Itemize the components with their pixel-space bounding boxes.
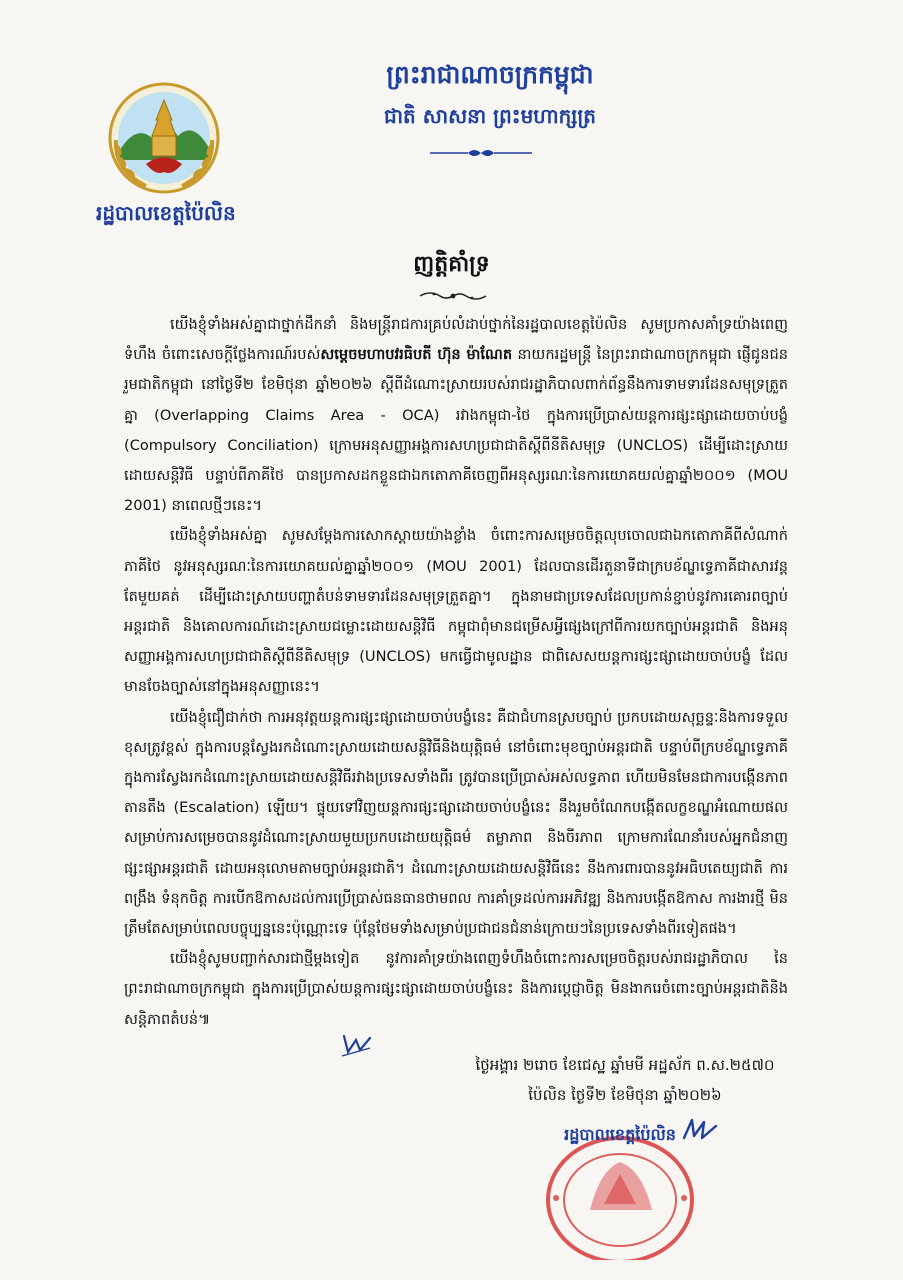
paragraph-text: នាយករដ្ឋមន្ត្រី នៃព្រះរាជាណាចក្រកម្ពុជា ផ្ញើជូនជនរួមជាតិកម្ពុជា នៅថ្ងៃទី២ ខែមិថុនា ឆ្នាំ២០២៦ ស្តីពីដំណោះស្រាយរបស់រាជរដ្ឋាភិបាលពាក់ព័ន្ធនឹងការទាមទារដែនសមុទ្រត្រួតគ្នា (Overlapping Claims Area - OCA) រវាងកម្ពុជា-ថៃ ក្នុងការប្រើប្រាស់យន្តការផ្សះផ្សាដោយចាប់បង្ខំ (Compulsory Conciliation) ក្រោមអនុសញ្ញាអង្គការសហប្រជាជាតិស្តីពីនីតិសមុទ្រ (UNCLOS) ដើម្បីដោះស្រាយដោយសន្តិវិធី បន្ទាប់ពីភាគីថៃ បានប្រកាសដកខ្លួនជាឯកតោភាគីចេញពីអនុស្សរណៈនៃការយោគយល់គ្នាឆ្នាំ២០០១ (MOU 2001) នាពេលថ្មីៗនេះ។ [124, 346, 788, 515]
national-motto: ជាតិ សាសនា ព្រះមហាក្សត្រ [384, 104, 596, 128]
provincial-logo-icon [106, 80, 222, 196]
paragraph-text: យើងខ្ញុំជឿជាក់ថា ការអនុវត្តយន្តការផ្សះផ្សាដោយចាប់បង្ខំនេះ គឺជាជំហានស្របច្បាប់ ប្រកបដោយសុច្ឆន្ទៈនិងការទទួលខុសត្រូវខ្ពស់ ក្នុងការបន្តស្វែងរកដំណោះស្រាយដោយសន្តិវិធីនិងយុត្តិធម៌ នៅចំពោះមុខច្បាប់អន្តរជាតិ បន្ទាប់ពីក្របខ័ណ្ឌទ្វេភាគីក្នុងការស្វែងរកដំណោះស្រាយដោយសន្តិវិធីរវាងប្រទេសទាំងពីរ ត្រូវបានប្រើប្រាស់អស់លទ្ធភាព ហើយមិនមែនជាការបង្កើនភាពតានតឹង (Escalation) ឡើយ។ ផ្ទុយទៅវិញយន្តការផ្សះផ្សាដោយចាប់បង្ខំនេះ នឹងរួមចំណែកបង្កើតលក្ខខណ្ឌអំណោយផលសម្រាប់ការសម្រេចបាននូវដំណោះស្រាយមួយប្រកបដោយយុត្តិធម៌ តម្លាភាព និងចីរភាព ក្រោមការណែនាំរបស់អ្នកជំនាញផ្សះផ្សាអន្តរជាតិ ដោយអនុលោមតាមច្បាប់អន្តរជាតិ។ ដំណោះស្រាយដោយសន្តិវិធីនេះ នឹងការពារបាននូវអធិបតេយ្យជាតិ ការពង្រឹង ទំនុកចិត្ត ការបើកឱកាសដល់ការប្រើប្រាស់ធនធានថាមពល ការគាំទ្រដល់ការអភិវឌ្ឍ និងការបង្កើតឱកាស ការងារថ្មី មិនត្រឹមតែសម្រាប់ពេលបច្ចុប្បន្ននេះប៉ុណ្ណោះទេ ប៉ុន្តែថែមទាំងសម្រាប់ប្រជាជនជំនាន់ក្រោយៗនៃប្រទេសទាំងពីរទៀតផង។ [124, 708, 788, 938]
lunar-date: ថ្ងៃអង្គារ ២រោច ខែជេស្ឋ ឆ្នាំមមី អដ្ឋស័ក ព.ស.២៥៧០ [475, 1056, 775, 1074]
signature-icon [680, 1114, 720, 1146]
paragraph [124, 310, 788, 521]
document-title: ញត្តិគាំទ្រ [413, 252, 490, 277]
title-ornament-icon [416, 288, 490, 304]
signing-organization: រដ្ឋបាលខេត្តប៉ៃលិន [564, 1125, 676, 1144]
paragraph-text: យើងខ្ញុំសូមបញ្ជាក់សារជាថ្មីម្តងទៀត នូវការគាំទ្រយ៉ាងពេញទំហឹងចំពោះការសម្រេចចិត្តរបស់រាជរដ្ឋាភិបាល នៃព្រះរាជាណាចក្រកម្ពុជា ក្នុងការប្រើប្រាស់យន្តការផ្សះផ្សាដោយចាប់បង្ខំនេះ និងការប្តេជ្ញាចិត្ត មិនងាករេចំពោះច្បាប់អន្តរជាតិនិងសន្តិភាពតំបន់៕ [124, 950, 788, 1028]
paragraph [124, 944, 788, 1035]
paragraph-text: យើងខ្ញុំទាំងអស់គ្នា សូមសម្តែងការសោកស្តាយយ៉ាងខ្លាំង ចំពោះការសម្រេចចិត្តលុបចោលជាឯកតោភាគីពីសំណាក់ភាគីថៃ នូវអនុស្សរណៈនៃការយោគយល់គ្នាឆ្នាំ២០០១ (MOU 2001) ដែលបានដើរតួនាទីជាក្របខ័ណ្ឌទ្វេភាគីជាសារវន្តតែមួយគត់ ដើម្បីដោះស្រាយបញ្ហាតំបន់ទាមទារដែនសមុទ្រត្រួតគ្នា។ ក្នុងនាមជាប្រទេសដែលប្រកាន់ខ្ជាប់នូវការគោរពច្បាប់អន្តរជាតិ និងគោលការណ៍ដោះស្រាយជម្លោះដោយសន្តិវិធី កម្ពុជាពុំមានជម្រើសអ្វីផ្សេងក្រៅពីការយកច្បាប់អន្តរជាតិ និងអនុសញ្ញាអង្គការសហប្រជាជាតិស្តីពីនីតិសមុទ្រ (UNCLOS) មកធ្វើជាមូលដ្ឋាន ជាពិសេសយន្តការផ្សះផ្សាដោយចាប់បង្ខំ ដែលមានចែងច្បាស់នៅក្នុងអនុសញ្ញានេះ។ [124, 527, 788, 696]
solar-date: ប៉ៃលិន ថ្ងៃទី២ ខែមិថុនា ឆ្នាំ២០២៦ [528, 1086, 722, 1104]
prime-minister-name: សម្តេចមហាបវរធិបតី ហ៊ុន ម៉ាណែត [320, 346, 513, 364]
paragraph [124, 703, 788, 945]
document-body [124, 310, 788, 1035]
paragraph [124, 521, 788, 702]
initial-mark-icon [340, 1030, 374, 1058]
heading-ornament-icon [428, 146, 534, 160]
paragraph-text: យើងខ្ញុំទាំងអស់គ្នាជាថ្នាក់ដឹកនាំ និងមន្ត្រីរាជការគ្រប់លំដាប់ថ្នាក់នៃរដ្ឋបាលខេត្តប៉ៃលិន សូមប្រកាសគាំទ្រយ៉ាងពេញទំហឹង ចំពោះសេចក្តីថ្លែងការណ៍របស់ [124, 316, 788, 364]
organization-name: រដ្ឋបាលខេត្តប៉ៃលិន [96, 201, 236, 225]
kingdom-heading: ព្រះរាជាណាចក្រកម្ពុជា [386, 60, 594, 89]
